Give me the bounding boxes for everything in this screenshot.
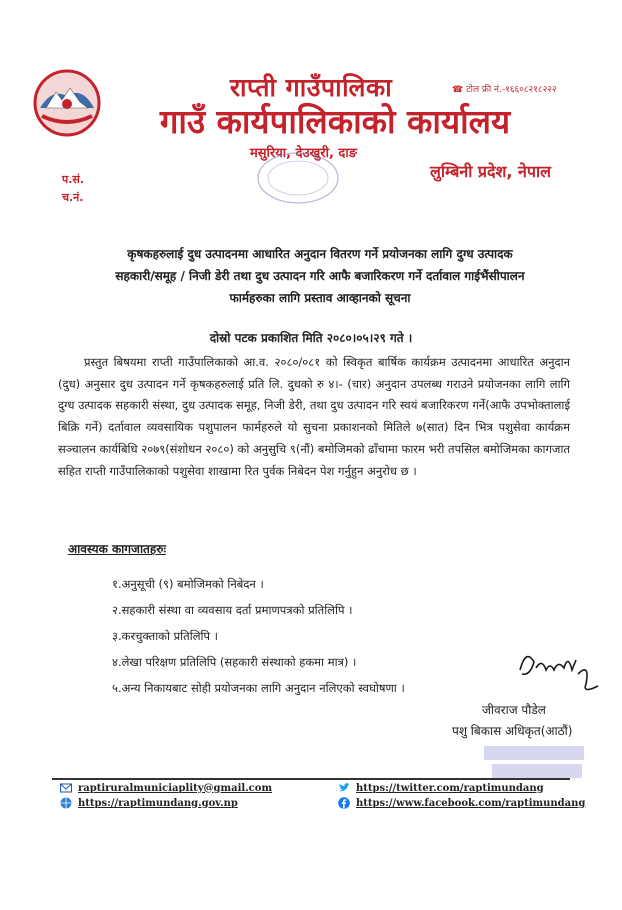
notice-subject xyxy=(60,243,580,309)
list-item: ४.लेखा परिक्षण प्रतिलिपि (सहकारी संस्थाको हकमा मात्र) । xyxy=(112,655,357,669)
phone-text: टोल फ्री नं.-१६६०८२१८२२२ xyxy=(466,85,557,95)
publication-date: दोस्रो पटक प्रकाशित मिति २०८०।०५।२९ गते । xyxy=(209,331,413,345)
footer-facebook[interactable] xyxy=(338,797,585,809)
municipality-title: राप्ती गाउँपालिका xyxy=(229,73,393,102)
signatory-designation: पशु बिकास अधिकृत(आठौं) xyxy=(452,724,573,738)
phone-number xyxy=(452,82,557,95)
subject-line: फार्महरुका लागि प्रस्ताव आव्हानको सूचना xyxy=(229,291,411,305)
phone-icon: ☎ xyxy=(452,85,464,95)
footer-divider xyxy=(52,778,570,780)
subject-line: सहकारी/समूह / निजी डेरी तथा दुध उत्पादन गरि आफै बजारिकरण गर्ने दर्तावाल गाईभैंसीपालन xyxy=(115,269,525,283)
facebook-icon xyxy=(338,797,350,809)
province-name: लुम्बिनी प्रदेश, नेपाल xyxy=(430,162,552,181)
twitter-icon xyxy=(338,782,350,794)
office-title: गाउँ कार्यपालिकाको कार्यालय xyxy=(159,102,511,141)
mail-icon xyxy=(60,782,72,794)
globe-icon xyxy=(60,797,72,809)
website-link[interactable]: https://raptimundang.gov.np xyxy=(78,797,238,809)
list-item: १.अनुसूची (९) बमोजिमको निबेदन । xyxy=(112,577,264,591)
list-item: ३.करचुक्ताको प्रतिलिपि । xyxy=(112,629,219,643)
facebook-link[interactable]: https://www.facebook.com/raptimundang xyxy=(356,797,586,809)
footer-twitter[interactable] xyxy=(338,782,544,794)
signatory-name: जीवराज पौडेल xyxy=(482,703,546,717)
reference-number-label: प.सं. xyxy=(62,173,85,186)
documents-list xyxy=(112,573,405,703)
list-item: २.सहकारी संस्था वा व्यवसाय दर्ता प्रमाणपत्रको प्रतिलिपि । xyxy=(112,603,353,617)
footer-email[interactable] xyxy=(60,782,272,794)
office-address: मसुरिया, देउखुरी, दाङ xyxy=(250,146,357,161)
dispatch-number-label: च.नं. xyxy=(62,191,84,204)
subject-line: कृषकहरुलाई दुध उत्पादनमा आधारित अनुदान वितरण गर्ने प्रयोजनका लागि दुग्ध उत्पादक xyxy=(127,247,513,261)
documents-heading: आवस्यक कागजातहरुः xyxy=(68,542,166,556)
notice-body: प्रस्तुत बिषयमा राप्ती गाउँपालिकाको आ.व. २०८०/०८१ को स्विकृत बार्षिक कार्यक्रम उत्पादनमा आधारित अनुदान (दुध) अनुसार दुध उत्पादन गर्ने कृषकहरुलाई प्रति लि. दुधको रु ४।- (चार) अनुदान उपलब्ध गराउने प्रयोजनका लागि लागि दुग्ध उत्पादक सहकारी संस्था, दुध उत्पादक समूह, निजी डेरी, तथा दुध उत्पादन गरि स्वयं बजारिकरण गर्ने(आफै उपभोक्तालाई बिक्रि गर्ने) दर्तावाल व्यवसायिक पशुपालन फार्महरुले यो सुचना प्रकाशनको मितिले ७(सात) दिन भित्र पशुसेवा कार्यक्रम सञ्चालन कार्यबिधि २०७९(संशोधन २०८०) को अनुसुचि ९(नौं) बमोजिमको ढाँचामा फारम भरी तपसिल बमोजिमका कागजात सहित राप्ती गाउँपालिकाको पशुसेवा शाखामा रित पुर्वक निबेदन पेश गर्नुहुन अनुरोध छ । xyxy=(58,355,570,478)
handwritten-signature xyxy=(512,640,612,700)
email-link[interactable]: raptiruralmuniciaplity@gmail.com xyxy=(78,782,273,794)
footer-website[interactable] xyxy=(60,797,238,809)
office-stamp xyxy=(255,150,341,206)
list-item: ५.अन्य निकायबाट सोही प्रयोजनका लागि अनुदान नलिएको स्वघोषणा । xyxy=(112,681,405,695)
twitter-link[interactable]: https://twitter.com/raptimundang xyxy=(356,782,544,794)
